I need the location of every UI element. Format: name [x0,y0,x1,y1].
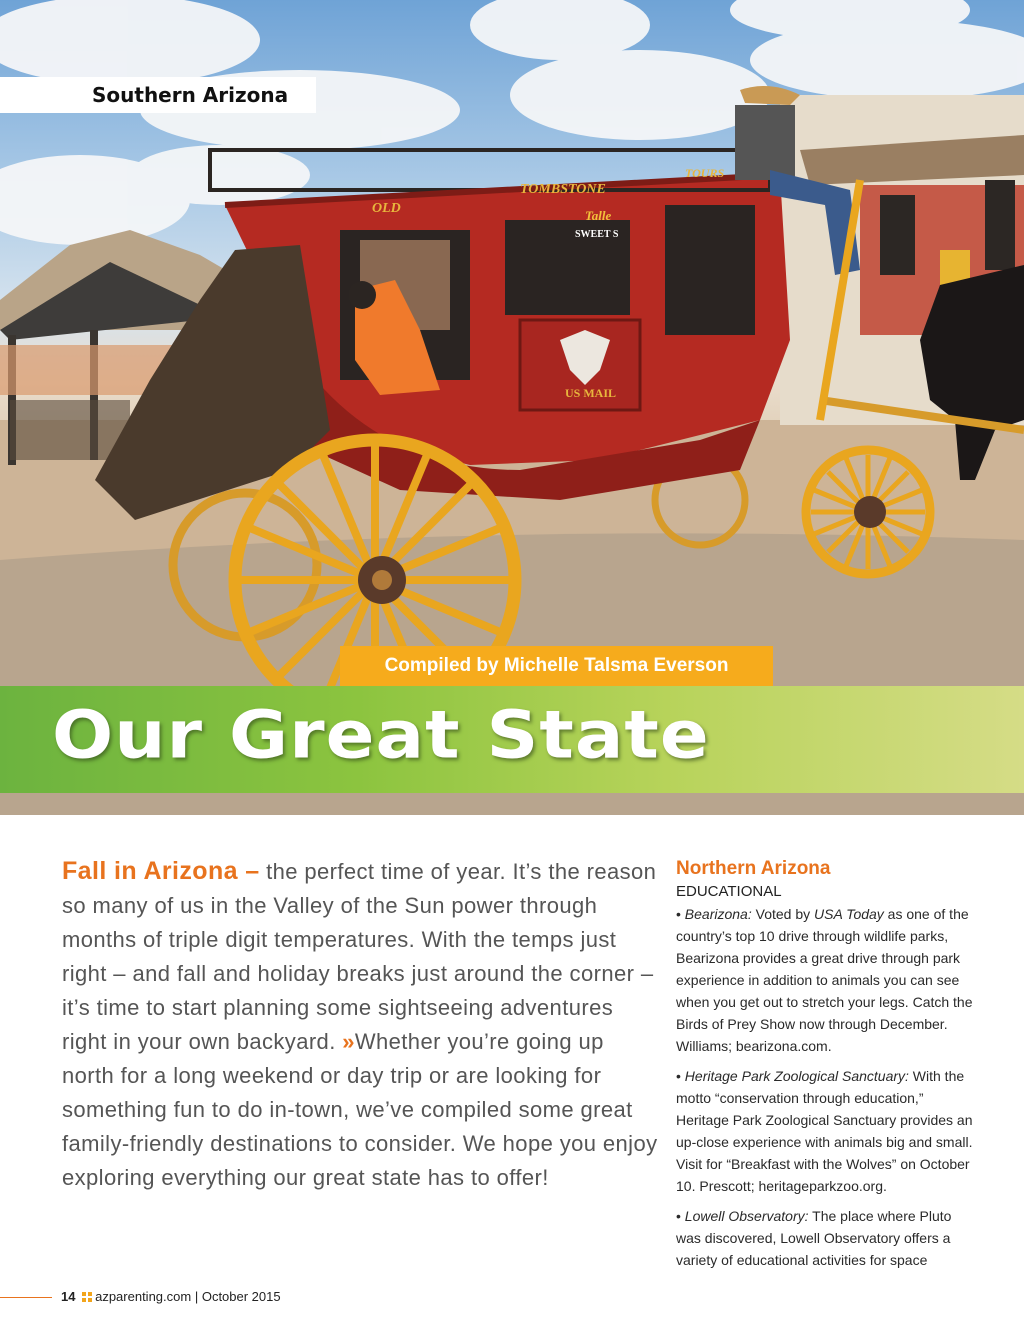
listing-bullet: • [676,1208,685,1224]
grid-dots-icon [82,1292,92,1302]
listing-name: Lowell Observatory: [684,1208,809,1224]
listing-text: With the motto “conservation through education,” Heritage Park Zoological Sanctuary provides an up-close experience with animals big and small. Visit for “Breakfast with the Wolves” on October 10. Prescott; heritageparkzoo.org. [676,1068,973,1194]
listing-name: Bearizona: [684,906,752,922]
listing-name: Heritage Park Zoological Sanctuary: [684,1068,909,1084]
sidebar-heading: Northern Arizona [676,858,831,879]
page-footer [61,1288,281,1306]
page-number: 14 [61,1289,76,1304]
footer-rule [0,1297,52,1298]
sign-text-2: SWEET S [575,229,619,240]
byline: Compiled by Michelle Talsma Everson [340,646,773,686]
sidebar-listings [676,856,976,1279]
footer-issue: October 2015 [201,1289,281,1304]
listing-heritage-park [676,1065,976,1197]
intro-paragraph [62,854,662,1195]
listing-text: Voted by [751,906,815,922]
listing-text: as one of the country’s top 10 drive through wildlife parks, Bearizona provides a great drive through park experience in addition to animals you can see when you get out to stretch your legs. Catch the Birds of Prey Show now through December. Williams; bearizona.com. [676,906,973,1054]
coach-text-us-mail: US MAIL [565,386,617,400]
coach-text-tombstone: TOMBSTONE [520,182,606,197]
continue-arrows: » [342,1029,355,1054]
listing-source: USA Today [814,906,884,922]
intro-body-1: the perfect time of year. It’s the reason so many of us in the Valley of the Sun power through months of triple digit temperatures. With the temps just right – and fall and holiday breaks just around the corner – it’s time to start planning some sightseeing adventures right in your own backyard. [62,859,657,1054]
front-wheel [806,450,930,574]
section-tag: Southern Arizona [0,77,316,113]
intro-lead: Fall in Arizona – [62,857,260,885]
sign-text-1: Talle [585,208,612,223]
page-title: Our Great State [52,695,710,774]
listing-bearizona [676,903,976,1057]
coach-text-tours: TOURS [685,166,725,180]
footer-separator: | [191,1289,202,1304]
coach-text-old: OLD [372,201,401,216]
listing-lowell-observatory [676,1205,976,1271]
listing-text: The place where Pluto was discovered, Lowell Observatory offers a variety of educational activities for space [676,1208,952,1268]
intro-body-2: Whether you’re going up north for a long weekend or day trip or are looking for something fun to do in-town, we’ve compiled some great family-friendly destinations to consider. We hope you enjoy exploring everything our great state has to offer! [62,1029,658,1190]
listing-bullet: • [676,906,685,922]
sidebar-category: EDUCATIONAL [676,883,782,900]
listing-bullet: • [676,1068,685,1084]
footer-site: azparenting.com [95,1289,192,1304]
